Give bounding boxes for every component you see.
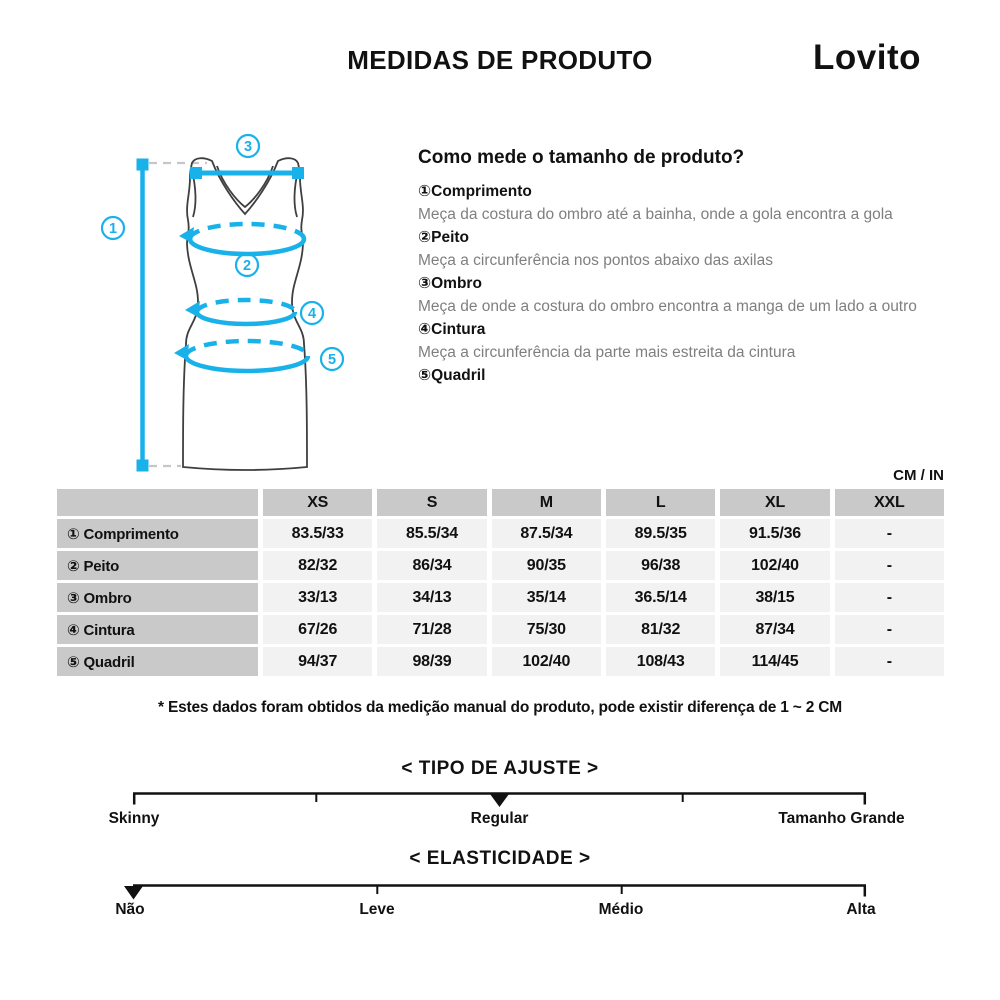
table-header-cell: S [377,489,486,516]
table-header-cell: XXL [835,489,944,516]
table-row-label: ② Peito [57,551,258,580]
guide-item-label: ⑤Quadril [418,367,486,384]
guide-item-desc: Meça a circunferência nos pontos abaixo das axilas [418,252,773,269]
fit-type-heading: < TIPO DE AJUSTE > [401,758,599,779]
guide-item-label: ④Cintura [418,321,486,338]
table-row-label: ③ Ombro [57,583,258,612]
waist-measure-ellipse [185,300,295,324]
table-cell: 108/43 [606,647,715,676]
elasticity-heading: < ELASTICIDADE > [409,848,591,869]
fit-type-scale [0,784,1000,810]
table-cell: 38/15 [720,583,829,612]
elasticity-label-alta: Alta [846,901,876,918]
table-row-label: ⑤ Quadril [57,647,258,676]
table-cell: 114/45 [720,647,829,676]
svg-text:5: 5 [327,352,337,368]
dress-measurement-diagram [80,130,400,490]
elasticity-scale [0,876,1000,902]
fit-type-labels [0,810,1000,830]
table-header-cell: XS [263,489,372,516]
measurement-disclaimer: * Estes dados foram obtidos da medição manual do produto, pode existir diferença de 1 ~ 2 CM [158,699,842,716]
guide-item-label: ①Comprimento [418,183,532,200]
table-cell: 98/39 [377,647,486,676]
table-cell: 89.5/35 [606,519,715,548]
guide-item-desc: Meça da costura do ombro até a bainha, onde a gola encontra a gola [418,206,893,223]
table-cell: - [835,583,944,612]
hip-measure-ellipse [174,341,308,371]
guide-item-label: ②Peito [418,229,470,246]
svg-text:3: 3 [243,139,253,155]
measuring-guide [418,147,923,387]
table-cell: 102/40 [720,551,829,580]
marker-2-icon [236,254,258,276]
size-table [57,489,944,676]
table-cell: - [835,551,944,580]
table-row-label: ① Comprimento [57,519,258,548]
guide-heading: Como mede o tamanho de produto? [418,147,745,168]
fit-label-regular: Regular [470,810,529,827]
table-header-cell [57,489,258,516]
guide-item-desc: Meça de onde a costura do ombro encontra a manga de um lado a outro [418,298,917,315]
table-cell: 34/13 [377,583,486,612]
brand-logo: Lovito [813,38,921,77]
marker-4-icon [301,302,323,324]
marker-1-icon [102,217,124,239]
elasticity-label-nao: Não [115,901,145,918]
table-cell: 102/40 [492,647,601,676]
length-ruler [137,159,149,472]
elasticity-label-medio: Médio [598,901,644,918]
shoulder-measure-line [190,167,304,179]
table-cell: 85.5/34 [377,519,486,548]
table-cell: 90/35 [492,551,601,580]
svg-text:1: 1 [108,221,118,237]
table-header-cell: L [606,489,715,516]
table-cell: 75/30 [492,615,601,644]
table-cell: 87/34 [720,615,829,644]
table-cell: 71/28 [377,615,486,644]
elasticity-indicator-triangle-icon [124,886,143,900]
page-title: MEDIDAS DE PRODUTO [347,45,653,75]
table-cell: 91.5/36 [720,519,829,548]
fit-label-tamanho-grande: Tamanho Grande [778,810,905,827]
guide-item-label: ③Ombro [418,275,482,292]
fit-indicator-triangle-icon [490,794,509,807]
table-cell: 96/38 [606,551,715,580]
table-cell: 82/32 [263,551,372,580]
table-cell: 33/13 [263,583,372,612]
guide-item-desc: Meça a circunferência da parte mais estreita da cintura [418,344,796,361]
unit-label: CM / IN [893,467,944,484]
table-cell: 81/32 [606,615,715,644]
table-cell: 67/26 [263,615,372,644]
table-header-cell: XL [720,489,829,516]
table-row-label: ④ Cintura [57,615,258,644]
svg-text:4: 4 [307,306,317,322]
arrow-icon [185,301,200,317]
table-cell: 83.5/33 [263,519,372,548]
marker-5-icon [321,348,343,370]
table-cell: 36.5/14 [606,583,715,612]
elasticity-label-leve: Leve [359,901,395,918]
table-cell: - [835,519,944,548]
table-cell: 35/14 [492,583,601,612]
chest-measure-ellipse [179,224,304,254]
table-cell: 86/34 [377,551,486,580]
table-cell: - [835,615,944,644]
table-cell: 94/37 [263,647,372,676]
dress-outline [183,158,307,470]
fit-label-skinny: Skinny [108,810,160,827]
table-cell: 87.5/34 [492,519,601,548]
arrow-icon [174,344,189,360]
table-cell: - [835,647,944,676]
elasticity-labels [0,901,1000,921]
marker-3-icon [237,135,259,157]
table-header-cell: M [492,489,601,516]
svg-text:2: 2 [242,258,252,274]
